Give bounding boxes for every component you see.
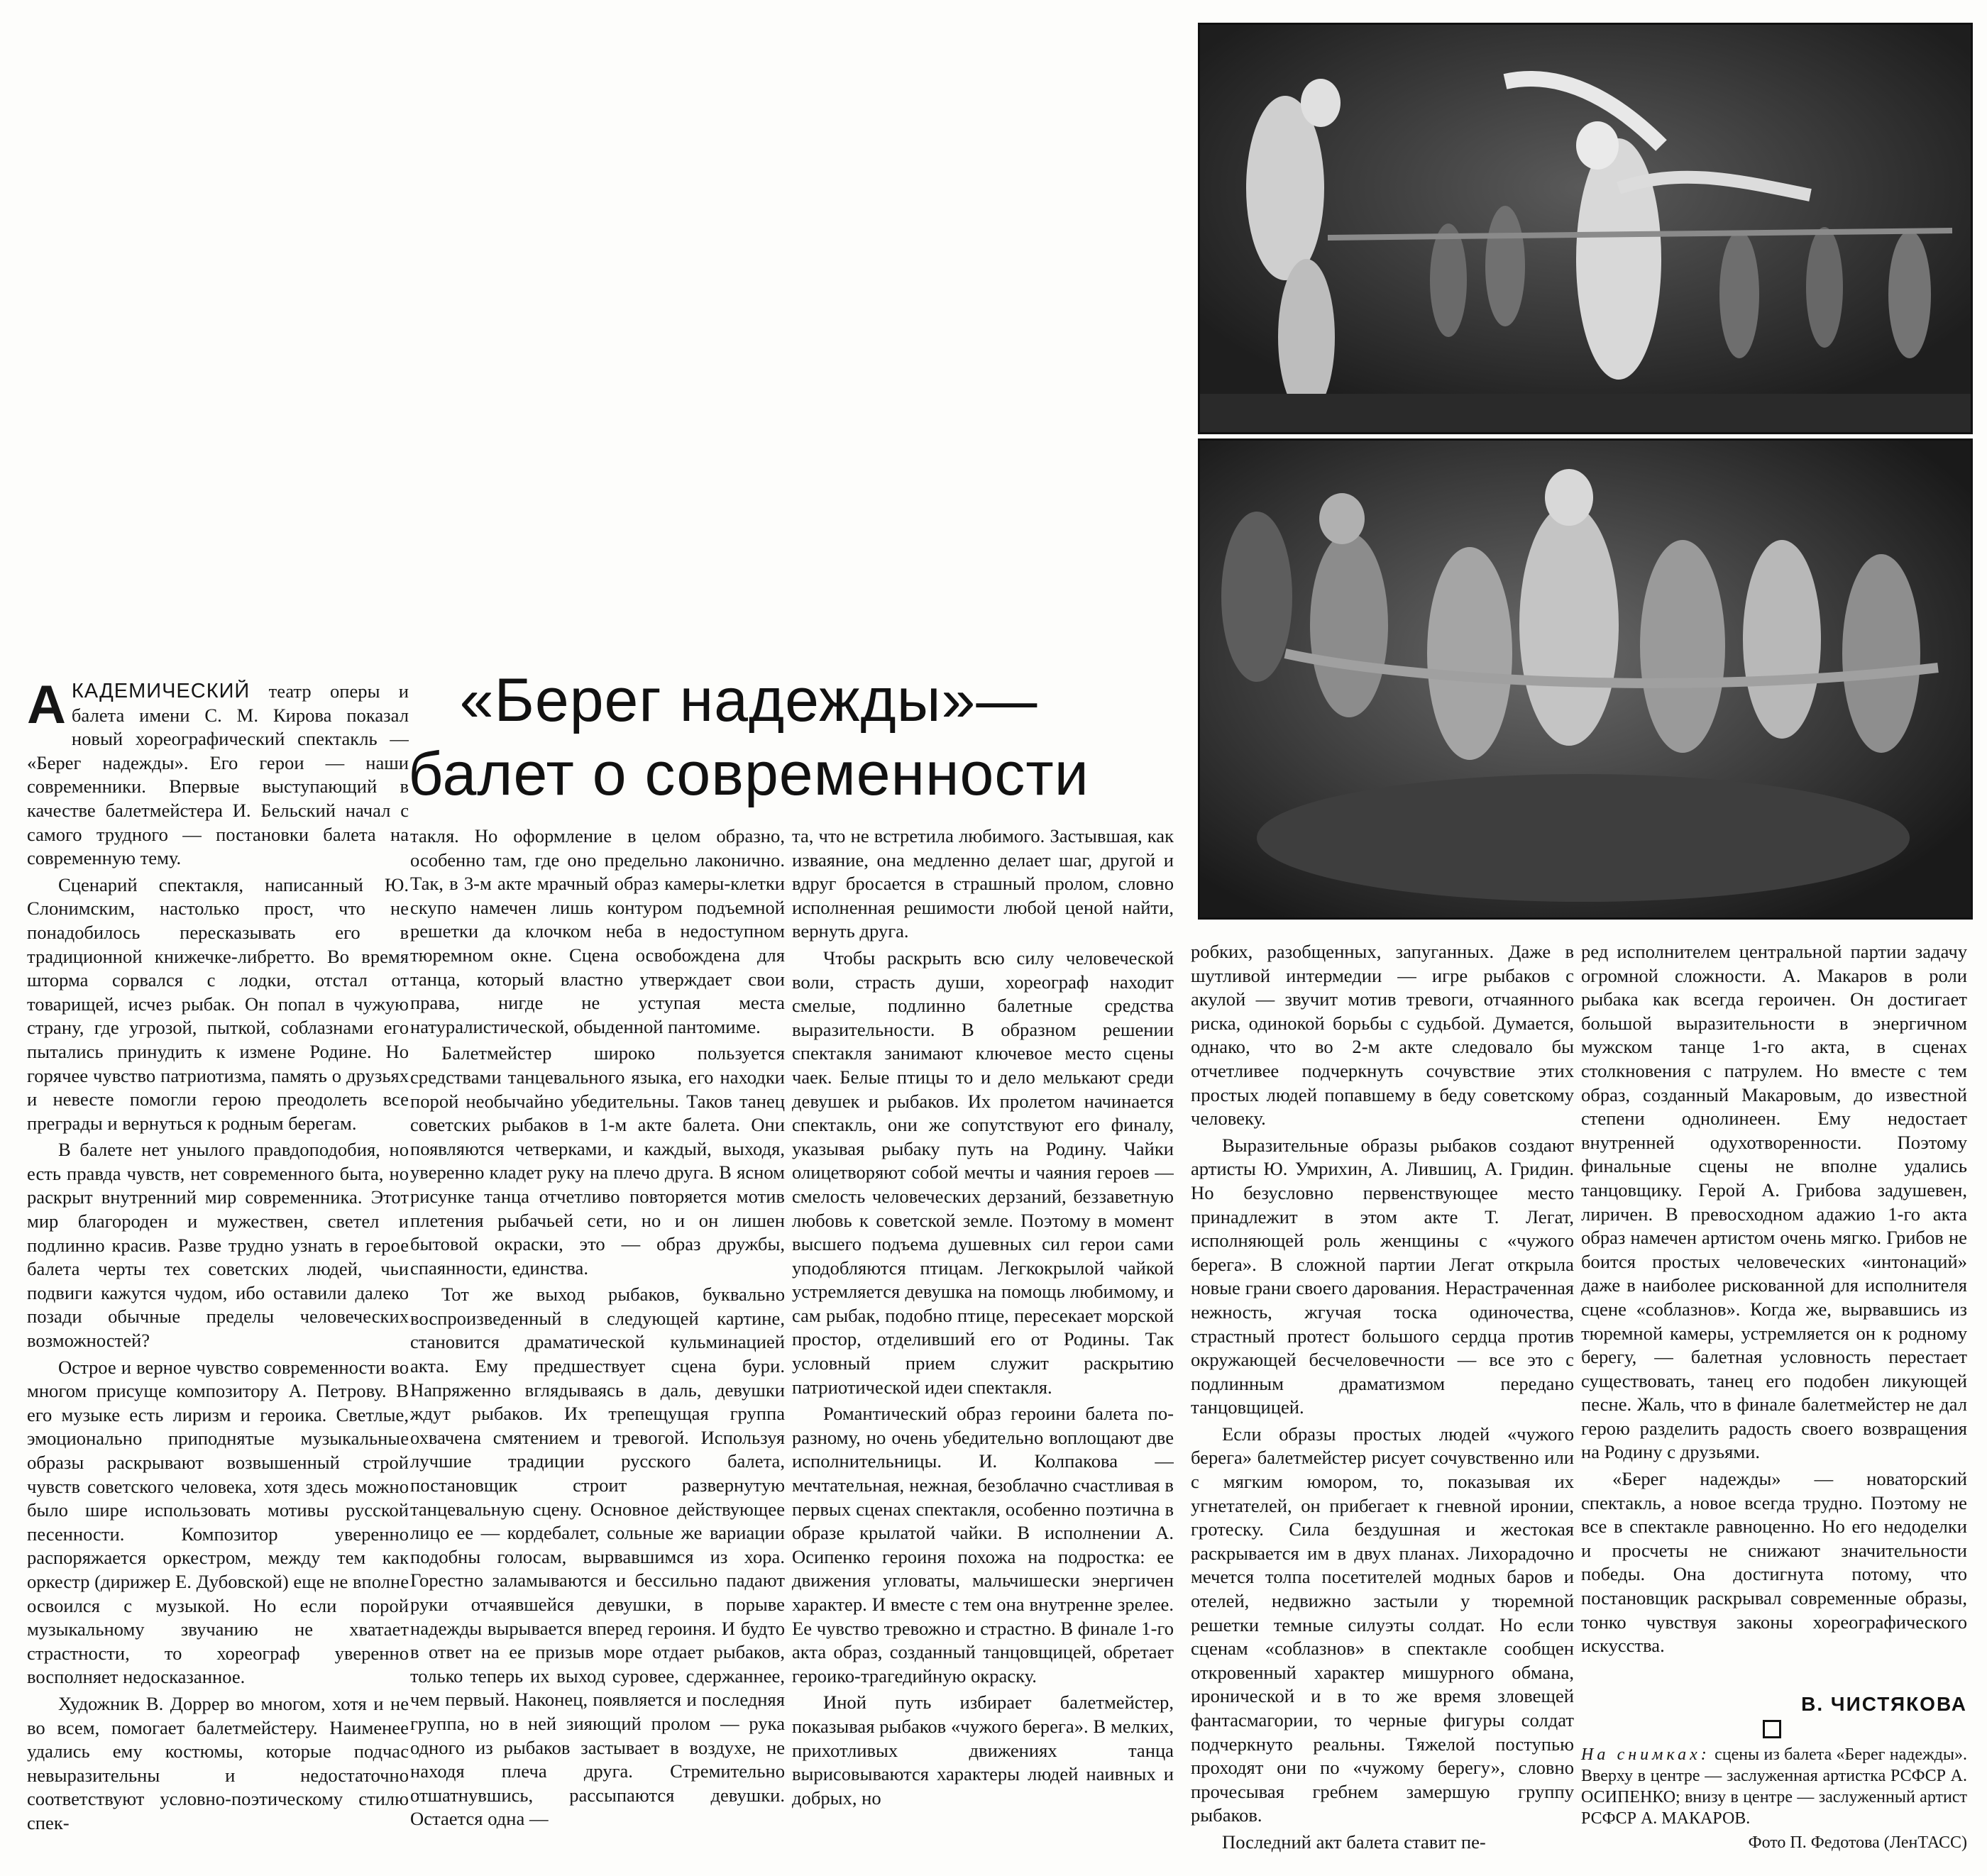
article-column-1: [27, 680, 409, 1863]
paragraph: В балете нет унылого правдоподобия, но есть правда чувств, нет современного быта, но раскрыт внутренний мир современника. Этот мир благороден и мужествен, светел и подлинно красив. Разве трудно узнать в герое балета черты тех советских людей, чьи подвиги кажутся чудом, ибо оставили далеко позади обычные пределы человеческих возможностей?: [27, 1139, 409, 1352]
photo-top-image: [1200, 25, 1971, 432]
article-title: [312, 663, 1185, 811]
paragraph: такля. Но оформление в целом образно, особенно там, где оно предельно лаконично. Так, в 3-м акте мрачный образ камеры-клетки скупо намечен лишь контуром подъемной решетки да клочком неба в недоступном тюремном окне. Сцена освобождена для танца, который властно утверждает свои права, нигде не уступая места натуралистической, обыденной пантомиме.: [410, 825, 785, 1037]
lead-text: театр оперы и балета имени С. М. Кирова показал новый хореографический спектакль — «Берег надежды». Его герои — наши современники. Впервые выступающий в качестве балетмейстера И. Бельский начал с самого трудного — постановки балета на современную тему.: [27, 680, 409, 869]
photo-bottom-image: [1200, 441, 1971, 917]
paragraph: Если образы простых людей «чужого берега» балетмейстер рисует сочувственно или с мягким юмором, то, показывая их угнетателей, он прибегает к гневной иронии, гротеску. Сила бездушная и жестокая раскрывается им в двух планах. Лихорадочно мечется толпа посетителей модных баров и отелей, недвижно застыли у тюремной решетки темные силуэты солдат. Но если сценам «соблазнов» в спектакле сообщен откровенный характер мишурного обмана, иронической и в то же время зловещей фантасмагории, то черные фигуры солдат подчеркнуто реальны. Тяжелой поступью проходят они по «чужому берегу», словно прочесывая гребнем замершую группу рыбаков.: [1191, 1423, 1574, 1826]
paragraph: Тот же выход рыбаков, буквально воспроизведенный в следующей картине, становится драматической кульминацией акта. Ему предшествует сцена бури. Напряженно вглядываясь в даль, девушки ждут рыбаков. Их трепещущая группа охвачена смятением и тревогой. Используя лучшие традиции русского балета, постановщик строит развернутую танцевальную сцену. Основное действующее лицо ее — кордебалет, сольные же вариации подобны голосам, вырвавшимся из хора. Горестно заламываются и бессильно падают руки отчаявшейся девушки, в порыве надежды вырывается вперед героиня. И будто в ответ на ее призыв море отдает рыбаков, только теперь их выход суровее, сдержаннее, чем первый. Наконец, появляется и последняя группа, но в ней зияющий пролом — рука одного из рыбаков застывает в воздухе, не находя плеча друга. Стремительно отшатнувшись, рассыпаются девушки. Остается одна —: [410, 1284, 785, 1830]
article-column-5: [1581, 940, 1967, 1689]
article-column-4: [1191, 940, 1574, 1863]
paragraph: Выразительные образы рыбаков создают артисты Ю. Умрихин, А. Лившиц, А. Гридин. Но безусловно первенствующее место принадлежит в этом акте Т. Легат, исполняющей роль женщины с «чужого берега». В сложной партии Легат открыла новые грани своего дарования. Нерастраченная нежность, жгучая тоска одиночества, страстный протест большого сердца против окружающей бесчеловечности — все это с подлинным драматизмом передано танцовщицей.: [1191, 1134, 1574, 1418]
paragraph: Художник В. Доррер во многом, хотя и не во всем, помогает балетмейстеру. Наименее удались ему костюмы, которые подчас невыразительны и недостаточно соответствуют условно-поэтическому стилю спек-: [27, 1692, 409, 1833]
paragraph: та, что не встретила любимого. Застывшая, как изваяние, она медленно делает шаг, другой и вдруг бросается в страшный пролом, словно исполненная решимости любой ценой найти, вернуть друга.: [792, 825, 1174, 942]
photo-ballet-scene-top: [1198, 23, 1973, 434]
author-signature: В. ЧИСТЯКОВА: [1801, 1693, 1967, 1715]
title-line-2: балет о современности: [408, 740, 1089, 808]
paragraph: Последний акт балета ставит пе-: [1222, 1831, 1486, 1853]
photo-caption: [1581, 1744, 1967, 1829]
caption-label: На снимках:: [1581, 1745, 1710, 1764]
article-column-2: [410, 824, 785, 1863]
paragraph: Сценарий спектакля, написанный Ю. Слонимским, настолько прост, что не понадобилось пересказывать его в традиционной книжечке-либретто. Во время шторма сорвался с лодки, отстал от товарищей, исчез рыбак. Он попал в чужую страну, где угрозой, пыткой, соблазнами его пытались принудить к измене Родине. Но горячее чувство патриотизма, память о друзьях и невесте помогли герою преодолеть все преграды и вернуться к родным берегам.: [27, 873, 409, 1134]
paragraph: «Берег надежды» — новаторский спектакль, а новое всегда трудно. Поэтому не все в спектакле равноценно. Но его недоделки и просчеты не снижают значительности победы. Она достигнута потому, что постановщик раскрывал современные образы, тонко чувствуя законы хореографического искусства.: [1581, 1468, 1967, 1657]
lead-paragraph: [27, 680, 409, 871]
paragraph: Чтобы раскрыть всю силу человеческой воли, страсть души, хореограф находит смелые, подлинно балетные средства выразительности. В образном решении спектакля занимают ключевое место сцены чаек. Белые птицы то и дело мелькают среди девушек и рыбаков. Их пролетом начинается спектакль, они же сопутствуют его финалу, указывая рыбаку путь на Родину. Чайки олицетворяют собой мечты и чаяния героев — смелость человеческих дерзаний, беззаветную любовь к советской земле. Поэтому в момент высшего подъема душевных сил герои сами уподобляются птицам. Легкокрылой чайкой устремляется девушка на помощь любимому, и сам рыбак, подобно птице, пересекает морской простор, отделивший его от Родины. Так условный прием служит раскрытию патриотической идеи спектакля.: [792, 947, 1174, 1398]
end-mark-icon: [1763, 1720, 1781, 1738]
drop-cap: А: [27, 680, 66, 735]
paragraph: робких, разобщенных, запуганных. Даже в шутливой интермедии — игре рыбаков с акулой — звучит мотив тревоги, отчаянного риска, одинокой борьбы с судьбой. Думается, однако, что во 2-м акте следовало бы отчетливее подчеркнуть сочувствие этих простых людей попавшему в беду советскому человеку.: [1191, 941, 1574, 1130]
article-column-3: [792, 824, 1174, 1863]
paragraph: ред исполнителем центральной партии задачу огромной сложности. А. Макаров в роли рыбака как всегда героичен. Он достигает большой выразительности в энергичном мужском танце 1-го акта, в сценах столкновения с патрулем. Но вместе с тем образ, созданный Макаровым, до известной степени однолинеен. Ему недостает внутренней одухотворенности. Поэтому финальные сцены не вполне удались танцовщику. Герой А. Грибова задушевен, лиричен. В превосходном адажио 1-го акта образ намечен артистом очень мягко. Грибов не боится простых человеческих «интонаций» даже в наиболее рискованной для исполнителя сцене «соблазнов». Когда же, вырвавшись из тюремной камеры, устремляется он к родному берегу, — балетная условность перестает существовать, танец его подобен ликующей песне. Жаль, что в финале балетмейстер не дал герою разделить радость своего возвращения на Родину с друзьями.: [1581, 941, 1967, 1463]
paragraph: Иной путь избирает балетмейстер, показывая рыбаков «чужого берега». В мелких, прихотливых движениях танца вырисовываются характеры людей наивных и добрых, но: [792, 1692, 1174, 1809]
paragraph: Острое и верное чувство современности во многом присуще композитору А. Петрову. В его музыке есть лиризм и героика. Светлые, эмоционально приподнятые музыкальные образы раскрывают возвышенный строй чувств советского человека, хотя здесь можно было шире использовать мотивы русской песенности. Композитор уверенно распоряжается оркестром, между тем как оркестр (дирижер Е. Дубовской) еще не вполне освоился с музыкой. Но если порой музыкальному звучанию не хватает страстности, то хореограф уверенно восполняет недосказанное.: [27, 1356, 409, 1688]
photo-ballet-scene-bottom: [1198, 438, 1973, 920]
lead-caps: КАДЕМИЧЕСКИЙ: [71, 680, 251, 702]
paragraph: Балетмейстер широко пользуется средствами танцевального языка, его находки порой необычайно убедительны. Таков танец советских рыбаков в 1-м акте балета. Они появляются четверками, и каждый, выходя, уверенно кладет руку на плечо друга. В ясном рисунке танца отчетливо повторяется мотив плетения рыбачьей сети, но и он лишен бытовой окраски, это — образ дружбы, спаянности, единства.: [410, 1042, 785, 1279]
paragraph: Романтический образ героини балета по-разному, но очень убедительно воплощают две исполнительницы. И. Колпакова — мечтательная, нежная, безоблачно счастливая в первых сценах спектакля, особенно поэтична в образе крылатой чайки. В исполнении А. Осипенко героиня похожа на подростка: ее движения угловаты, мальчишески энергичен характер. И вместе с тем она внутренне зрелее. Ее чувство тревожно и страстно. В финале 1-го акта образ, созданный танцовщицей, обретает героико-трагедийную окраску.: [792, 1403, 1174, 1687]
photo-credit: Фото П. Федотова (ЛенТАСС): [1748, 1833, 1967, 1852]
caption-text: сцены из балета «Берег надежды». Вверху в центре — заслуженная артистка РСФСР А. ОСИПЕНКО; внизу в центре — заслуженный артист РСФСР А. МАКАРОВ.: [1581, 1745, 1967, 1828]
title-line-1: «Берег надежды»—: [459, 666, 1038, 734]
